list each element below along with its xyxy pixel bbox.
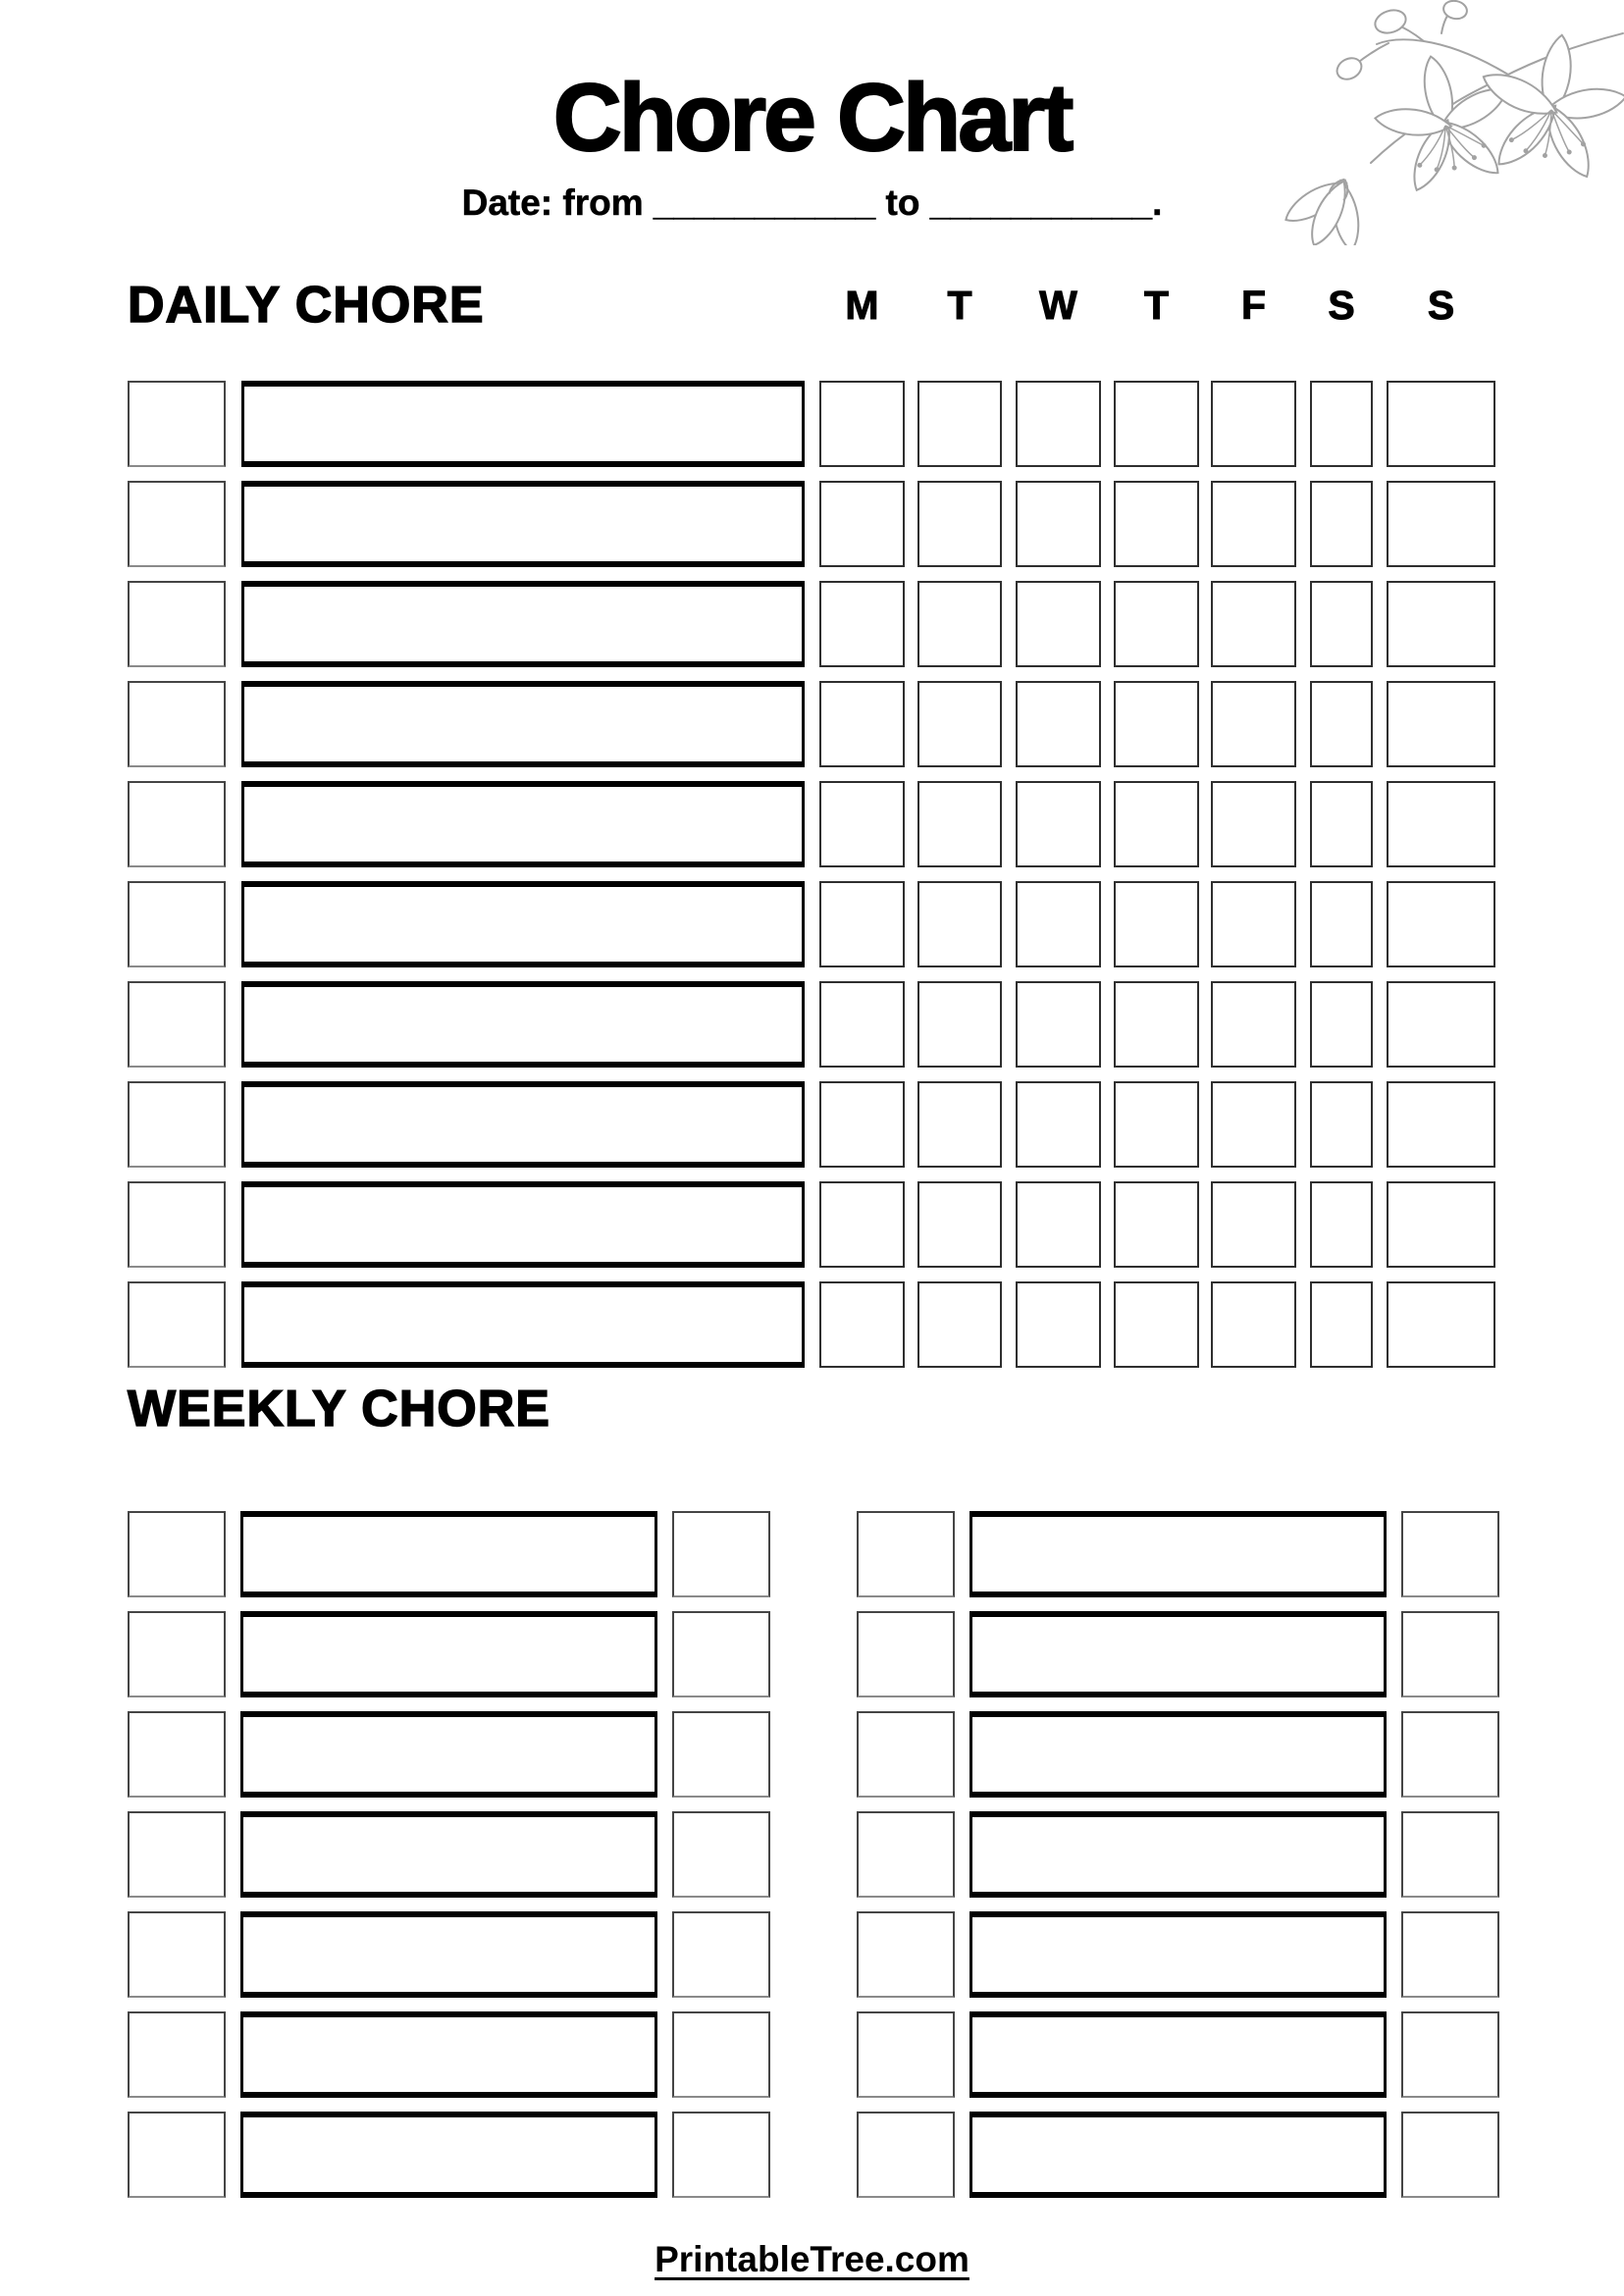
daily-day-checkbox-2[interactable] bbox=[917, 681, 1002, 767]
daily-day-checkbox-2[interactable] bbox=[917, 1181, 1002, 1268]
weekly-row bbox=[128, 1611, 770, 1697]
weekly-chore-field[interactable] bbox=[240, 1711, 657, 1798]
page-title: Chore Chart bbox=[552, 64, 1072, 171]
weekly-done-checkbox[interactable] bbox=[857, 1711, 955, 1798]
weekly-extra-checkbox[interactable] bbox=[1401, 1911, 1499, 1998]
daily-day-checkbox-6[interactable] bbox=[1310, 1181, 1373, 1268]
daily-day-checkbox-7[interactable] bbox=[1387, 481, 1495, 567]
weekly-done-checkbox[interactable] bbox=[128, 1511, 226, 1597]
daily-section bbox=[128, 277, 1496, 1382]
daily-day-checkbox-4[interactable] bbox=[1114, 1281, 1199, 1368]
weekly-done-checkbox[interactable] bbox=[128, 1911, 226, 1998]
weekly-done-checkbox[interactable] bbox=[857, 1611, 955, 1697]
day-header-1-m: M bbox=[845, 282, 879, 328]
daily-day-checkbox-2[interactable] bbox=[917, 1281, 1002, 1368]
daily-day-checkbox-5[interactable] bbox=[1211, 381, 1296, 467]
daily-day-checkbox-1[interactable] bbox=[819, 481, 905, 567]
weekly-done-checkbox[interactable] bbox=[128, 2112, 226, 2198]
weekly-row bbox=[857, 1811, 1499, 1898]
daily-row bbox=[128, 481, 1496, 567]
daily-day-checkbox-4[interactable] bbox=[1114, 1081, 1199, 1168]
daily-done-checkbox[interactable] bbox=[128, 381, 226, 467]
daily-day-checkbox-6[interactable] bbox=[1310, 881, 1373, 967]
daily-day-checkbox-3[interactable] bbox=[1016, 881, 1101, 967]
weekly-done-checkbox[interactable] bbox=[857, 1911, 955, 1998]
daily-day-checkbox-6[interactable] bbox=[1310, 481, 1373, 567]
weekly-extra-checkbox[interactable] bbox=[672, 1711, 770, 1798]
weekly-done-checkbox[interactable] bbox=[128, 2011, 226, 2098]
daily-day-checkbox-7[interactable] bbox=[1387, 781, 1495, 867]
daily-header-row bbox=[128, 277, 1496, 334]
daily-day-checkbox-6[interactable] bbox=[1310, 981, 1373, 1068]
daily-day-checkbox-3[interactable] bbox=[1016, 781, 1101, 867]
daily-day-checkbox-5[interactable] bbox=[1211, 1081, 1296, 1168]
daily-day-checkbox-5[interactable] bbox=[1211, 881, 1296, 967]
daily-done-checkbox[interactable] bbox=[128, 781, 226, 867]
weekly-heading: WEEKLY CHORE bbox=[128, 1381, 550, 1437]
daily-day-checkbox-6[interactable] bbox=[1310, 1081, 1373, 1168]
daily-day-checkbox-5[interactable] bbox=[1211, 981, 1296, 1068]
day-header-6-s: S bbox=[1328, 282, 1355, 328]
daily-day-checkbox-7[interactable] bbox=[1387, 1081, 1495, 1168]
weekly-done-checkbox[interactable] bbox=[128, 1811, 226, 1898]
daily-chore-field[interactable] bbox=[241, 781, 805, 867]
weekly-chore-field[interactable] bbox=[969, 1811, 1387, 1898]
daily-day-checkbox-4[interactable] bbox=[1114, 781, 1199, 867]
weekly-extra-checkbox[interactable] bbox=[672, 1811, 770, 1898]
daily-chore-field[interactable] bbox=[241, 481, 805, 567]
weekly-columns bbox=[128, 1511, 1499, 2212]
daily-chore-field[interactable] bbox=[241, 681, 805, 767]
daily-day-checkbox-1[interactable] bbox=[819, 1281, 905, 1368]
daily-row bbox=[128, 881, 1496, 967]
weekly-extra-checkbox[interactable] bbox=[672, 1611, 770, 1697]
weekly-chore-field[interactable] bbox=[969, 2011, 1387, 2098]
daily-chore-field[interactable] bbox=[241, 381, 805, 467]
daily-day-checkbox-2[interactable] bbox=[917, 381, 1002, 467]
weekly-chore-field[interactable] bbox=[240, 1611, 657, 1697]
daily-done-checkbox[interactable] bbox=[128, 881, 226, 967]
daily-day-checkbox-2[interactable] bbox=[917, 481, 1002, 567]
daily-day-checkbox-3[interactable] bbox=[1016, 381, 1101, 467]
daily-day-checkbox-5[interactable] bbox=[1211, 481, 1296, 567]
day-header-2-t: T bbox=[947, 282, 972, 328]
weekly-row bbox=[128, 2011, 770, 2098]
weekly-row bbox=[128, 1511, 770, 1597]
daily-day-checkbox-3[interactable] bbox=[1016, 1081, 1101, 1168]
day-header-4-t: T bbox=[1143, 282, 1170, 328]
weekly-chore-field[interactable] bbox=[240, 1511, 657, 1597]
weekly-row bbox=[857, 2011, 1499, 2098]
daily-row bbox=[128, 581, 1496, 667]
daily-day-checkbox-3[interactable] bbox=[1016, 581, 1101, 667]
weekly-chore-field[interactable] bbox=[240, 1811, 657, 1898]
weekly-extra-checkbox[interactable] bbox=[1401, 2011, 1499, 2098]
daily-day-checkbox-2[interactable] bbox=[917, 1081, 1002, 1168]
daily-heading: DAILY CHORE bbox=[128, 277, 485, 334]
daily-day-checkbox-4[interactable] bbox=[1114, 881, 1199, 967]
weekly-extra-checkbox[interactable] bbox=[672, 2112, 770, 2198]
daily-row bbox=[128, 381, 1496, 467]
daily-day-checkbox-1[interactable] bbox=[819, 781, 905, 867]
daily-row bbox=[128, 1281, 1496, 1368]
weekly-chore-field[interactable] bbox=[969, 1611, 1387, 1697]
weekly-row bbox=[128, 1711, 770, 1798]
daily-day-checkbox-1[interactable] bbox=[819, 881, 905, 967]
daily-day-checkbox-1[interactable] bbox=[819, 981, 905, 1068]
daily-day-checkbox-2[interactable] bbox=[917, 781, 1002, 867]
daily-chore-field[interactable] bbox=[241, 881, 805, 967]
weekly-done-checkbox[interactable] bbox=[128, 1611, 226, 1697]
weekly-extra-checkbox[interactable] bbox=[672, 1511, 770, 1597]
daily-day-checkbox-5[interactable] bbox=[1211, 581, 1296, 667]
daily-chore-field[interactable] bbox=[241, 1281, 805, 1368]
weekly-done-checkbox[interactable] bbox=[857, 1511, 955, 1597]
daily-chore-field[interactable] bbox=[241, 981, 805, 1068]
day-header-7-s: S bbox=[1427, 282, 1455, 328]
daily-row bbox=[128, 1081, 1496, 1168]
daily-day-checkbox-3[interactable] bbox=[1016, 681, 1101, 767]
weekly-extra-checkbox[interactable] bbox=[1401, 1811, 1499, 1898]
daily-day-checkbox-2[interactable] bbox=[917, 881, 1002, 967]
weekly-row bbox=[128, 1811, 770, 1898]
weekly-done-checkbox[interactable] bbox=[857, 2112, 955, 2198]
footer-link[interactable]: PrintableTree.com bbox=[655, 2239, 969, 2279]
daily-day-checkbox-3[interactable] bbox=[1016, 481, 1101, 567]
daily-row bbox=[128, 981, 1496, 1068]
daily-day-checkbox-6[interactable] bbox=[1310, 381, 1373, 467]
daily-day-checkbox-6[interactable] bbox=[1310, 1281, 1373, 1368]
daily-day-checkbox-5[interactable] bbox=[1211, 781, 1296, 867]
weekly-done-checkbox[interactable] bbox=[857, 1811, 955, 1898]
daily-day-checkbox-7[interactable] bbox=[1387, 1181, 1495, 1268]
daily-chore-field[interactable] bbox=[241, 1081, 805, 1168]
weekly-done-checkbox[interactable] bbox=[128, 1711, 226, 1798]
footer bbox=[0, 2239, 1624, 2280]
daily-day-checkbox-6[interactable] bbox=[1310, 781, 1373, 867]
date-line: Date: from ___________ to ___________. bbox=[461, 183, 1163, 223]
daily-day-checkbox-1[interactable] bbox=[819, 681, 905, 767]
weekly-row bbox=[128, 1911, 770, 1998]
daily-chore-field[interactable] bbox=[241, 581, 805, 667]
weekly-chore-field[interactable] bbox=[969, 2112, 1387, 2198]
weekly-row bbox=[857, 1611, 1499, 1697]
daily-done-checkbox[interactable] bbox=[128, 1281, 226, 1368]
weekly-row bbox=[128, 2112, 770, 2198]
daily-day-checkbox-1[interactable] bbox=[819, 381, 905, 467]
weekly-done-checkbox[interactable] bbox=[857, 2011, 955, 2098]
daily-day-checkbox-3[interactable] bbox=[1016, 981, 1101, 1068]
daily-day-checkbox-5[interactable] bbox=[1211, 1281, 1296, 1368]
daily-day-checkbox-4[interactable] bbox=[1114, 681, 1199, 767]
daily-row bbox=[128, 1181, 1496, 1268]
daily-day-checkbox-1[interactable] bbox=[819, 1181, 905, 1268]
daily-day-checkbox-7[interactable] bbox=[1387, 881, 1495, 967]
weekly-extra-checkbox[interactable] bbox=[672, 1911, 770, 1998]
daily-day-checkbox-7[interactable] bbox=[1387, 981, 1495, 1068]
weekly-row bbox=[857, 2112, 1499, 2198]
daily-day-checkbox-2[interactable] bbox=[917, 981, 1002, 1068]
daily-day-checkbox-5[interactable] bbox=[1211, 681, 1296, 767]
daily-done-checkbox[interactable] bbox=[128, 1181, 226, 1268]
weekly-chore-field[interactable] bbox=[240, 2011, 657, 2098]
weekly-extra-checkbox[interactable] bbox=[1401, 2112, 1499, 2198]
weekly-chore-field[interactable] bbox=[969, 1911, 1387, 1998]
daily-day-checkbox-6[interactable] bbox=[1310, 581, 1373, 667]
weekly-extra-checkbox[interactable] bbox=[1401, 1511, 1499, 1597]
day-header-5-f: F bbox=[1240, 282, 1267, 328]
daily-grid bbox=[128, 381, 1496, 1368]
weekly-extra-checkbox[interactable] bbox=[672, 2011, 770, 2098]
daily-day-checkbox-7[interactable] bbox=[1387, 681, 1495, 767]
weekly-chore-field[interactable] bbox=[969, 1511, 1387, 1597]
daily-done-checkbox[interactable] bbox=[128, 1081, 226, 1168]
daily-done-checkbox[interactable] bbox=[128, 481, 226, 567]
daily-day-checkbox-2[interactable] bbox=[917, 581, 1002, 667]
weekly-chore-field[interactable] bbox=[240, 1911, 657, 1998]
weekly-chore-field[interactable] bbox=[969, 1711, 1387, 1798]
weekly-section bbox=[128, 1380, 1499, 2212]
daily-day-checkbox-3[interactable] bbox=[1016, 1281, 1101, 1368]
daily-day-checkbox-6[interactable] bbox=[1310, 681, 1373, 767]
daily-day-checkbox-4[interactable] bbox=[1114, 581, 1199, 667]
day-header-3-w: W bbox=[1039, 282, 1077, 328]
daily-done-checkbox[interactable] bbox=[128, 581, 226, 667]
weekly-extra-checkbox[interactable] bbox=[1401, 1611, 1499, 1697]
weekly-row bbox=[857, 1711, 1499, 1798]
daily-done-checkbox[interactable] bbox=[128, 981, 226, 1068]
daily-row bbox=[128, 681, 1496, 767]
weekly-column-left bbox=[128, 1511, 770, 2212]
daily-day-checkbox-1[interactable] bbox=[819, 581, 905, 667]
daily-day-checkbox-7[interactable] bbox=[1387, 581, 1495, 667]
weekly-chore-field[interactable] bbox=[240, 2112, 657, 2198]
daily-day-checkbox-7[interactable] bbox=[1387, 381, 1495, 467]
weekly-column-right bbox=[857, 1511, 1499, 2212]
daily-done-checkbox[interactable] bbox=[128, 681, 226, 767]
daily-day-checkbox-3[interactable] bbox=[1016, 1181, 1101, 1268]
daily-day-checkbox-4[interactable] bbox=[1114, 981, 1199, 1068]
daily-day-checkbox-1[interactable] bbox=[819, 1081, 905, 1168]
daily-chore-field[interactable] bbox=[241, 1181, 805, 1268]
daily-day-checkbox-5[interactable] bbox=[1211, 1181, 1296, 1268]
daily-day-checkbox-7[interactable] bbox=[1387, 1281, 1495, 1368]
daily-day-checkbox-4[interactable] bbox=[1114, 381, 1199, 467]
weekly-row bbox=[857, 1511, 1499, 1597]
daily-day-checkbox-4[interactable] bbox=[1114, 1181, 1199, 1268]
weekly-extra-checkbox[interactable] bbox=[1401, 1711, 1499, 1798]
daily-row bbox=[128, 781, 1496, 867]
daily-day-checkbox-4[interactable] bbox=[1114, 481, 1199, 567]
weekly-row bbox=[857, 1911, 1499, 1998]
